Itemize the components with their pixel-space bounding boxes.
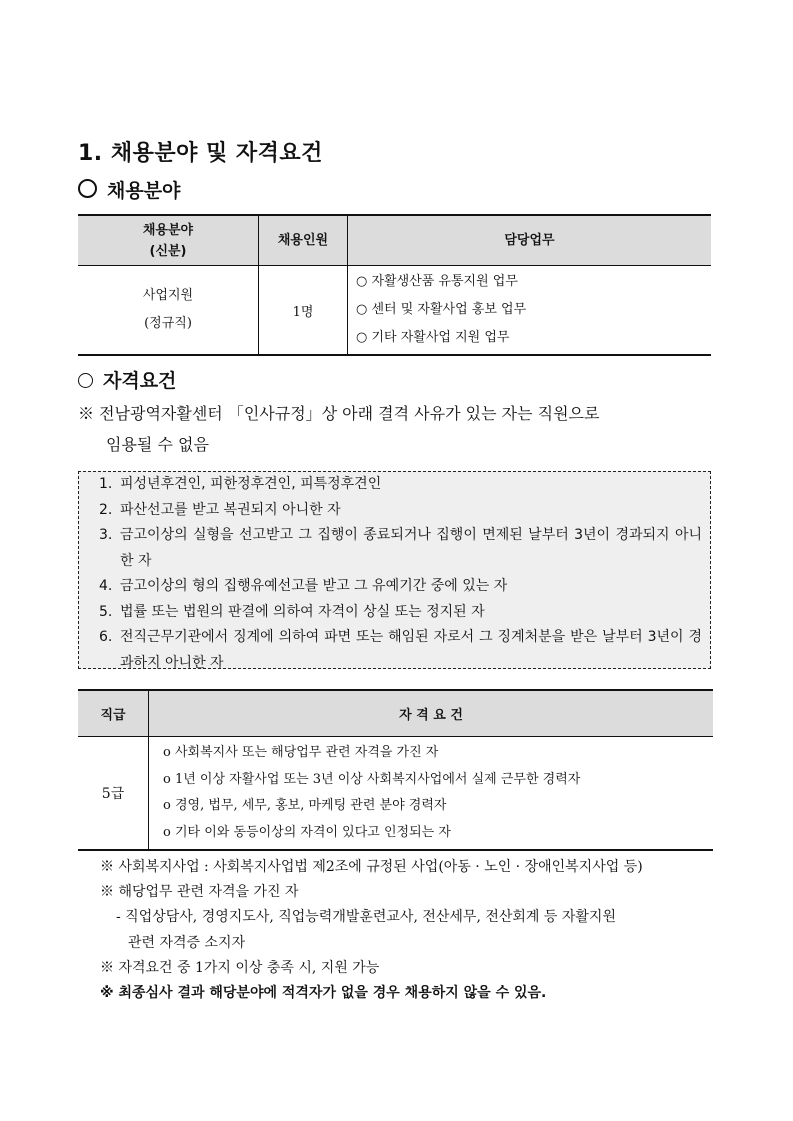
table-header-row	[78, 690, 713, 737]
header-duties: 담당업무	[348, 215, 712, 266]
header-field-line1: 채용분야	[142, 222, 194, 238]
cell-duties	[348, 266, 712, 356]
list-item	[99, 523, 710, 574]
requirement-item: o 1년 이상 자활사업 또는 3년 이상 사회복지사업에서 실제 근무한 경력자	[163, 771, 581, 787]
note-line-1: ※ 전남광역자활센터 「인사규정」상 아래 결격 사유가 있는 자는 직원으로	[78, 404, 600, 423]
table-header-row	[78, 215, 711, 266]
list-item	[99, 472, 710, 498]
list-item	[99, 600, 710, 626]
item-number: 2.	[99, 501, 113, 518]
item-number: 6.	[99, 629, 113, 645]
page-title: 1. 채용분야 및 자격요건	[78, 141, 323, 166]
header-field-line2: (신분)	[149, 243, 187, 259]
item-text: 파산선고를 받고 복권되지 아니한 자	[120, 501, 341, 518]
duty-item: ○ 자활생산품 유통지원 업무	[356, 274, 518, 289]
header-field	[78, 215, 259, 266]
section-heading-qualifications	[78, 366, 176, 393]
footnote: ※ 자격요건 중 1가지 이상 충족 시, 지원 가능	[100, 959, 380, 976]
item-number: 3.	[99, 527, 113, 543]
cell-count: 1명	[259, 266, 348, 356]
requirement-item: o 기타 이와 동등이상의 자격이 있다고 인정되는 자	[163, 824, 451, 840]
circle-bullet-icon	[78, 179, 97, 198]
section-heading-field-label: 채용분야	[107, 180, 181, 202]
circle-bullet-icon	[78, 373, 93, 388]
header-requirements: 자 격 요 건	[149, 690, 714, 737]
item-text: 금고이상의 형의 집행유예선고를 받고 그 유예기간 중에 있는 자	[120, 578, 508, 594]
list-item	[99, 574, 710, 600]
note-line-2: 임용될 수 없음	[106, 435, 209, 454]
cell-grade: 5급	[78, 737, 149, 851]
requirement-item: o 사회복지사 또는 해당업무 관련 자격을 가진 자	[163, 745, 439, 760]
item-number: 1.	[99, 476, 113, 492]
item-text: 금고이상의 실형을 선고받고 그 집행이 종료되거나 집행이 면제된 날부터 3년이 경과되지 아니한 자	[120, 527, 702, 569]
cell-field	[78, 266, 259, 356]
footnotes	[100, 855, 643, 1006]
requirement-item: o 경영, 법무, 세무, 홍보, 마케팅 관련 분야 경력자	[163, 798, 447, 813]
cell-requirements	[149, 737, 714, 851]
section-heading-qualifications-label: 자격요건	[103, 370, 177, 392]
requirements-table	[78, 689, 713, 851]
header-grade: 직급	[78, 690, 149, 737]
footnote-sub: - 직업상담사, 경영지도사, 직업능력개발훈련교사, 전산세무, 전산회계 등 자활지원	[116, 909, 616, 926]
item-number: 5.	[99, 603, 113, 620]
header-count: 채용인원	[259, 215, 348, 266]
item-number: 4.	[99, 578, 113, 594]
item-text: 법률 또는 법원의 판결에 의하여 자격이 상실 또는 정지된 자	[120, 603, 485, 620]
cell-field-line1: 사업지원	[142, 288, 194, 303]
footnote-emphasis: ※ 최종심사 결과 해당분야에 적격자가 없을 경우 채용하지 않을 수 있음.	[100, 985, 547, 1002]
footnote-sub-cont: 관련 자격증 소지자	[128, 934, 246, 951]
item-text: 피성년후견인, 피한정후견인, 피특정후견인	[120, 476, 382, 492]
qualification-note	[78, 398, 718, 460]
table-row	[78, 266, 711, 356]
footnote: ※ 사회복지사업 : 사회복지사업법 제2조에 규정된 사업(아동 · 노인 · 장애인복지사업 등)	[100, 859, 643, 875]
list-item	[99, 625, 710, 676]
list-item	[99, 498, 710, 524]
recruitment-table	[78, 214, 711, 356]
footnote: ※ 해당업무 관련 자격을 가진 자	[100, 884, 299, 901]
section-heading-field	[78, 176, 180, 203]
cell-field-line2: (정규직)	[144, 316, 192, 331]
item-text: 전직근무기관에서 징계에 의하여 파면 또는 해임된 자로서 그 징계처분을 받은 날부터 3년이 경과하지 아니한 자	[120, 629, 702, 671]
disqualification-box	[78, 471, 711, 669]
table-row	[78, 737, 713, 851]
duty-item: ○ 기타 자활사업 지원 업무	[356, 330, 510, 345]
duty-item: ○ 센터 및 자활사업 홍보 업무	[356, 302, 527, 317]
